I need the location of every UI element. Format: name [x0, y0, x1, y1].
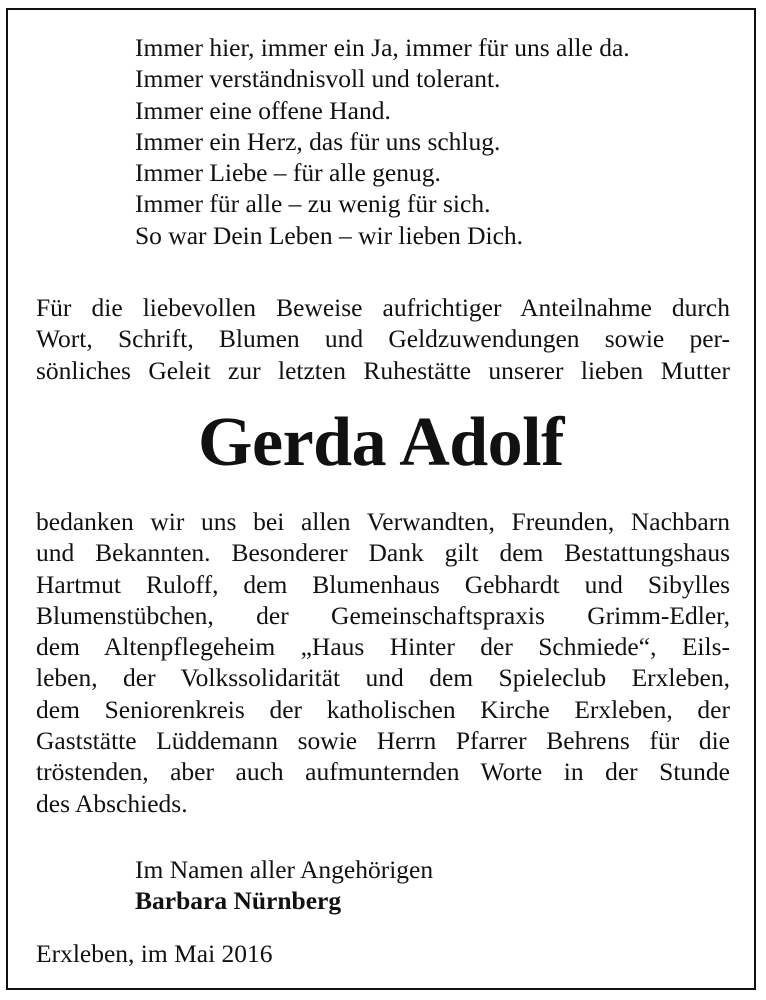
on-behalf-text: Im Namen aller Angehörigen: [135, 855, 434, 884]
poem-line: Immer für alle – zu wenig für sich.: [135, 189, 491, 219]
thanks-paragraph: [36, 506, 730, 819]
thanks-line: bedanken wir uns bei allen Verwandten, Freunden, Nachbarn: [36, 507, 730, 536]
thanks-line: dem Altenpflegeheim „Haus Hinter der Schmiede“, Eils-: [36, 632, 730, 662]
signer-name: Barbara Nürnberg: [135, 886, 342, 916]
deceased-name: Gerda Adolf: [198, 404, 564, 481]
poem-line: Immer verständnisvoll und tolerant.: [135, 64, 501, 94]
poem-line: Immer eine offene Hand.: [135, 95, 391, 125]
intro-line: sönliches Geleit zur letzten Ruhestätte unserer lieben Mutter: [36, 355, 730, 385]
thanks-line: leben, der Volkssolidarität und dem Spieleclub Erxleben,: [36, 663, 730, 693]
thanks-line: des Abschieds.: [36, 788, 188, 818]
poem-line: Immer ein Herz, das für uns schlug.: [135, 126, 501, 156]
signoff-block: [135, 854, 635, 917]
place-date: Erxleben, im Mai 2016: [36, 939, 273, 968]
intro-line: Für die liebevollen Beweise aufrichtiger Anteilnahme durch: [36, 293, 730, 322]
thanks-line: Gaststätte Lüddemann sowie Herrn Pfarrer Behrens für die: [36, 726, 730, 756]
memorial-poem: [135, 32, 735, 251]
thanks-line: tröstenden, aber auch aufmunternden Worte in der Stunde: [36, 757, 730, 787]
poem-line: So war Dein Leben – wir lieben Dich.: [135, 220, 524, 250]
thanks-line: und Bekannten. Besonderer Dank gilt dem Bestattungshaus: [36, 538, 730, 568]
intro-line: Wort, Schrift, Blumen und Geldzuwendungen sowie per-: [36, 324, 730, 354]
thanks-line: Blumenstübchen, der Gemeinschaftspraxis Grimm-Edler,: [36, 600, 730, 630]
thanks-line: dem Seniorenkreis der katholischen Kirche Erxleben, der: [36, 694, 730, 724]
thanks-line: Hartmut Ruloff, dem Blumenhaus Gebhardt und Sibylles: [36, 569, 730, 599]
poem-line: Immer Liebe – für alle genug.: [135, 158, 441, 188]
intro-paragraph: [36, 292, 730, 386]
poem-line: Immer hier, immer ein Ja, immer für uns alle da.: [135, 33, 630, 62]
notice-frame: [6, 8, 756, 990]
